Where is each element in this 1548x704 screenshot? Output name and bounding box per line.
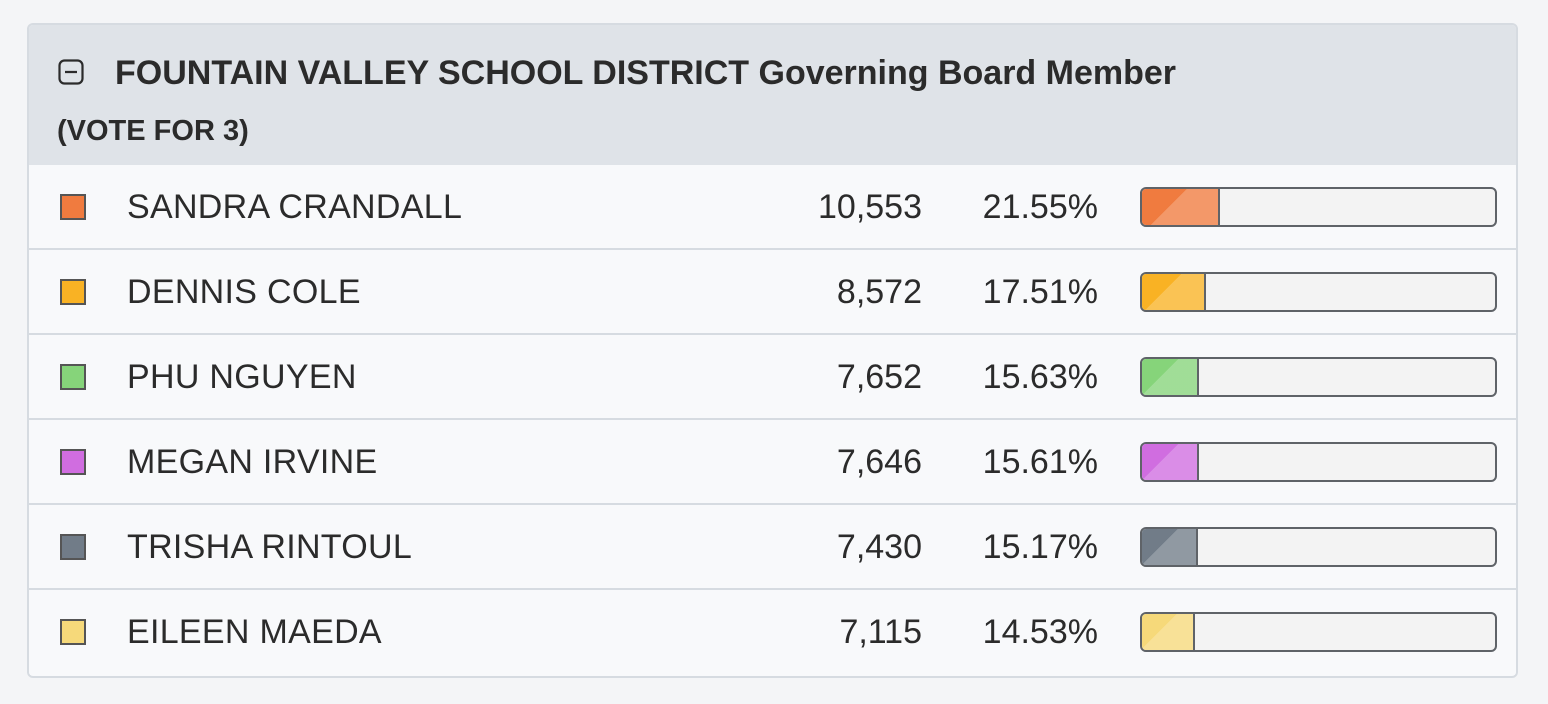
candidate-progress-bar (1140, 272, 1497, 312)
contest-title-district: FOUNTAIN VALLEY SCHOOL DISTRICT (115, 54, 750, 92)
candidate-percent: 14.53% (982, 613, 1098, 651)
candidate-row (29, 250, 1516, 335)
candidate-votes: 8,572 (836, 273, 922, 311)
candidate-row (29, 505, 1516, 590)
candidate-progress-bar (1140, 187, 1497, 227)
candidate-color-swatch (60, 449, 86, 475)
candidate-percent: 17.51% (982, 273, 1098, 311)
candidate-color-swatch (60, 364, 86, 390)
candidate-row (29, 335, 1516, 420)
candidate-color-swatch (60, 534, 86, 560)
candidate-color-swatch (60, 194, 86, 220)
vote-for-label: (VOTE FOR 3) (57, 115, 249, 147)
candidate-progress-fill (1142, 274, 1206, 310)
candidate-name: MEGAN IRVINE (127, 443, 378, 481)
contest-header (29, 25, 1516, 165)
candidate-list (29, 165, 1516, 675)
candidate-votes: 7,652 (836, 358, 922, 396)
candidate-votes: 10,553 (818, 188, 922, 226)
candidate-progress-fill (1142, 529, 1198, 565)
candidate-name: PHU NGUYEN (127, 358, 357, 396)
candidate-percent: 15.61% (982, 443, 1098, 481)
candidate-votes: 7,430 (836, 528, 922, 566)
candidate-color-swatch (60, 619, 86, 645)
candidate-name: DENNIS COLE (127, 273, 361, 311)
candidate-name: EILEEN MAEDA (127, 613, 382, 651)
candidate-name: SANDRA CRANDALL (127, 188, 463, 226)
contest-results-panel (27, 23, 1518, 678)
candidate-progress-bar (1140, 442, 1497, 482)
candidate-percent: 21.55% (982, 188, 1098, 226)
candidate-progress-bar (1140, 527, 1497, 567)
candidate-votes: 7,115 (839, 613, 922, 651)
candidate-progress-fill (1142, 444, 1199, 480)
candidate-progress-fill (1142, 189, 1220, 225)
candidate-row (29, 420, 1516, 505)
candidate-color-swatch (60, 279, 86, 305)
candidate-progress-fill (1142, 359, 1199, 395)
candidate-votes: 7,646 (836, 443, 922, 481)
candidate-progress-bar (1140, 357, 1497, 397)
candidate-progress-bar (1140, 612, 1497, 652)
candidate-name: TRISHA RINTOUL (127, 528, 413, 566)
candidate-progress-fill (1142, 614, 1195, 650)
candidate-row (29, 590, 1516, 675)
contest-title-office: Governing Board Member (758, 54, 1177, 92)
contest-title (115, 53, 1176, 93)
candidate-percent: 15.63% (982, 358, 1098, 396)
candidate-row (29, 165, 1516, 250)
candidate-percent: 15.17% (982, 528, 1098, 566)
minus-square-icon[interactable] (58, 59, 84, 85)
